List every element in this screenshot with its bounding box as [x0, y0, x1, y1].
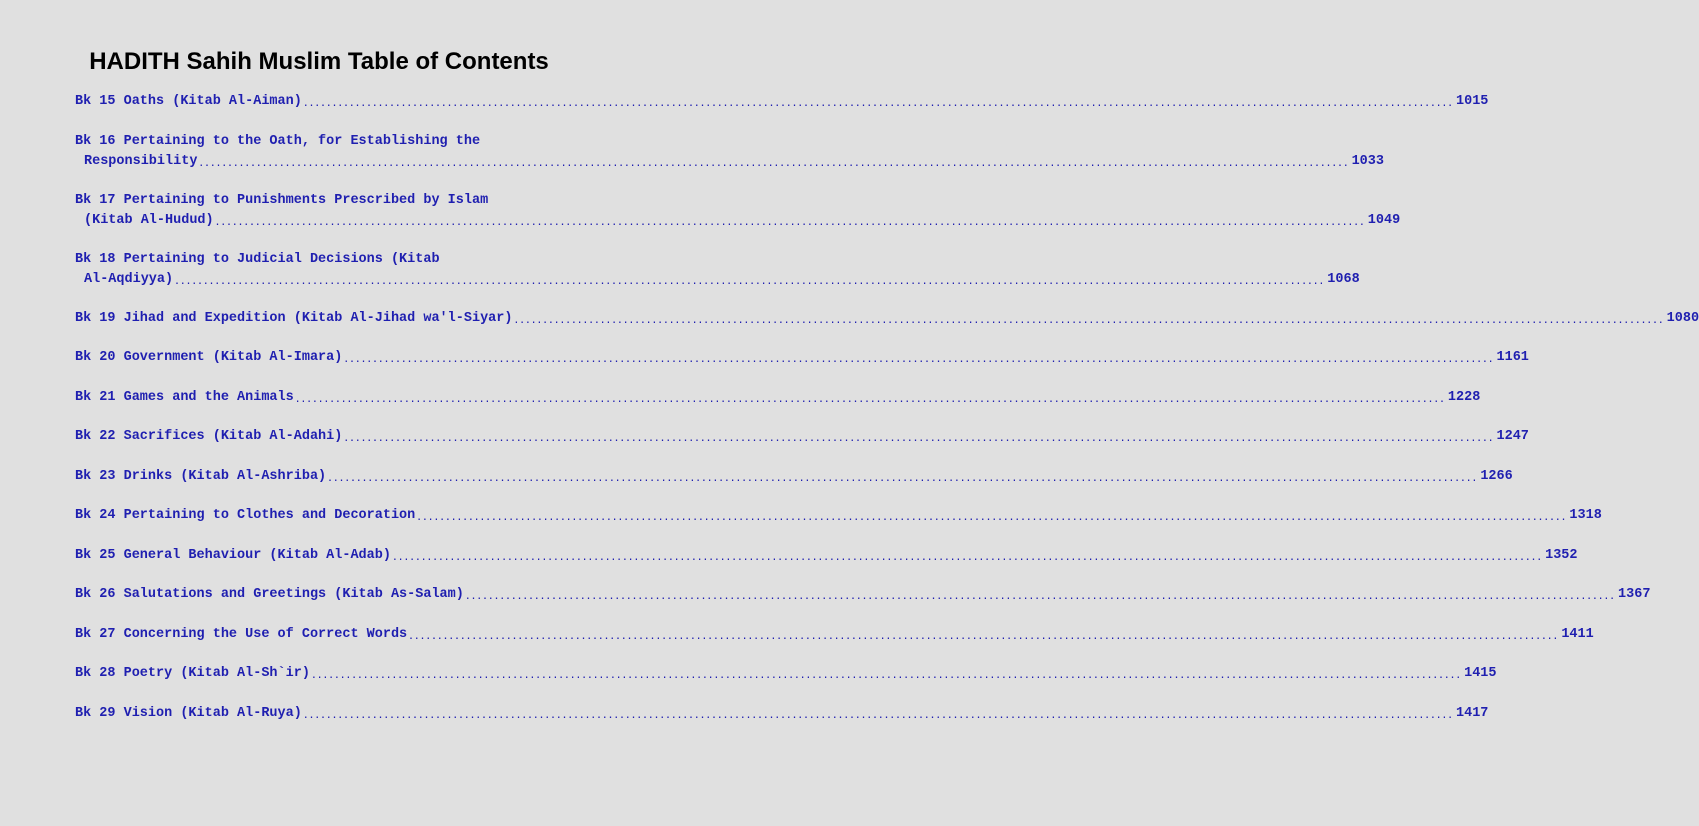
toc-entry[interactable] — [75, 348, 1529, 388]
toc-entry-title[interactable]: Bk 21 Games and the Animals — [75, 389, 294, 405]
dot-leader: ........................................................................................................................................................................................................ — [328, 468, 1479, 484]
toc-entry[interactable] — [75, 388, 1481, 428]
toc-entry-lead-line — [75, 211, 1401, 231]
toc-entry[interactable] — [75, 546, 1578, 586]
table-of-contents — [75, 92, 1699, 743]
toc-entry[interactable] — [75, 132, 1384, 191]
toc-entry-lead-line — [75, 585, 1651, 605]
toc-entry-title[interactable]: Responsibility — [84, 153, 198, 169]
toc-entry-lead-line — [75, 467, 1513, 487]
toc-entry[interactable] — [75, 309, 1699, 349]
toc-entry-title[interactable]: Bk 28 Poetry (Kitab Al-Sh`ir) — [75, 666, 310, 681]
toc-entry-title[interactable]: Al-Aqdiyya) — [84, 271, 174, 287]
toc-entry-lead-line — [75, 309, 1699, 329]
toc-entry-title[interactable]: Bk 19 Jihad and Expedition (Kitab Al-Jihad wa'l-Siyar) — [75, 310, 513, 326]
page-number[interactable]: 1015 — [1456, 94, 1489, 109]
toc-entry[interactable] — [75, 191, 1401, 250]
toc-entry-lead-line — [75, 664, 1497, 684]
toc-entry-title[interactable]: Bk 18 Pertaining to Judicial Decisions (Kitab — [75, 251, 440, 267]
dot-leader: ........................................................................................................................................................................................................ — [465, 587, 1617, 602]
toc-entry-lead-line — [75, 388, 1481, 408]
toc-entry-lead-line — [75, 427, 1529, 447]
page-number[interactable]: 1049 — [1367, 212, 1401, 228]
dot-leader: ........................................................................................................................................................................................................ — [344, 429, 1495, 444]
page-number[interactable]: 1415 — [1464, 666, 1497, 681]
toc-entry-title[interactable]: Bk 24 Pertaining to Clothes and Decoration — [75, 508, 416, 523]
page-number[interactable]: 1318 — [1569, 508, 1602, 523]
dot-leader: ........................................................................................................................................................................................................ — [311, 666, 1463, 681]
toc-entry[interactable] — [75, 92, 1489, 132]
page-number[interactable]: 1367 — [1618, 587, 1651, 602]
toc-entry-title[interactable]: Bk 15 Oaths (Kitab Al-Aiman) — [75, 94, 302, 109]
page-number[interactable]: 1033 — [1351, 153, 1384, 169]
toc-entry-line — [75, 250, 592, 270]
toc-entry-lead-line — [75, 625, 1594, 645]
toc-entry[interactable] — [75, 506, 1602, 546]
dot-leader: ........................................................................................................................................................................................................ — [303, 705, 1454, 721]
toc-entry-lead-line — [75, 92, 1489, 112]
page-number[interactable]: 1266 — [1480, 468, 1513, 484]
dot-leader: ........................................................................................................................................................................................................ — [514, 310, 1665, 326]
toc-entry[interactable] — [75, 585, 1651, 625]
dot-leader: ........................................................................................................................................................................................................ — [392, 547, 1544, 563]
dot-leader: ........................................................................................................................................................................................................ — [417, 508, 1568, 523]
toc-entry-title[interactable]: Bk 23 Drinks (Kitab Al-Ashriba) — [75, 468, 327, 484]
toc-entry-line — [75, 191, 592, 211]
toc-entry-title[interactable]: Bk 29 Vision (Kitab Al-Ruya) — [75, 705, 302, 721]
toc-entry-title[interactable]: Bk 22 Sacrifices (Kitab Al-Adahi) — [75, 429, 343, 444]
page-number[interactable]: 1411 — [1561, 626, 1594, 642]
toc-entry-lead-line — [75, 270, 1360, 290]
page-number[interactable]: 1161 — [1496, 350, 1529, 365]
toc-entry[interactable] — [75, 250, 1360, 309]
toc-entry-title[interactable]: Bk 25 General Behaviour (Kitab Al-Adab) — [75, 547, 391, 563]
page-number[interactable]: 1080 — [1666, 310, 1699, 326]
page-number[interactable]: 1228 — [1447, 389, 1481, 405]
toc-entry-title[interactable]: (Kitab Al-Hudud) — [84, 212, 214, 228]
toc-entry-lead-line — [75, 546, 1578, 566]
toc-entry-lead-line — [75, 704, 1489, 724]
page-title: HADITH Sahih Muslim Table of Contents — [89, 48, 549, 75]
toc-entry-line — [75, 132, 592, 152]
toc-entry-title[interactable]: Bk 17 Pertaining to Punishments Prescribed by Islam — [75, 192, 489, 208]
toc-entry-lead-line — [75, 152, 1384, 172]
dot-leader: ........................................................................................................................................................................................................ — [303, 94, 1454, 109]
toc-entry-lead-line — [75, 506, 1602, 526]
toc-entry[interactable] — [75, 467, 1513, 507]
toc-entry-title[interactable]: Bk 27 Concerning the Use of Correct Words — [75, 626, 408, 642]
page-number[interactable]: 1068 — [1327, 271, 1360, 287]
toc-entry-title[interactable]: Bk 26 Salutations and Greetings (Kitab As-Salam) — [75, 587, 464, 602]
toc-entry-title[interactable]: Bk 20 Government (Kitab Al-Imara) — [75, 350, 343, 365]
dot-leader: ........................................................................................................................................................................................................ — [344, 350, 1495, 365]
toc-entry-lead-line — [75, 348, 1529, 368]
toc-entry[interactable] — [75, 664, 1497, 704]
toc-entry[interactable] — [75, 427, 1529, 467]
toc-entry[interactable] — [75, 625, 1594, 665]
page-number[interactable]: 1352 — [1545, 547, 1578, 563]
toc-entry[interactable] — [75, 704, 1489, 744]
dot-leader: ........................................................................................................................................................................................................ — [295, 389, 1446, 405]
dot-leader: ........................................................................................................................................................................................................ — [409, 626, 1560, 642]
dot-leader: ........................................................................................................................................................................................................ — [175, 271, 1326, 287]
dot-leader: ........................................................................................................................................................................................................ — [215, 212, 1366, 228]
toc-entry-title[interactable]: Bk 16 Pertaining to the Oath, for Establishing the — [75, 133, 481, 149]
page-number[interactable]: 1417 — [1456, 705, 1489, 721]
page-number[interactable]: 1247 — [1496, 429, 1529, 444]
dot-leader: ........................................................................................................................................................................................................ — [199, 153, 1350, 169]
